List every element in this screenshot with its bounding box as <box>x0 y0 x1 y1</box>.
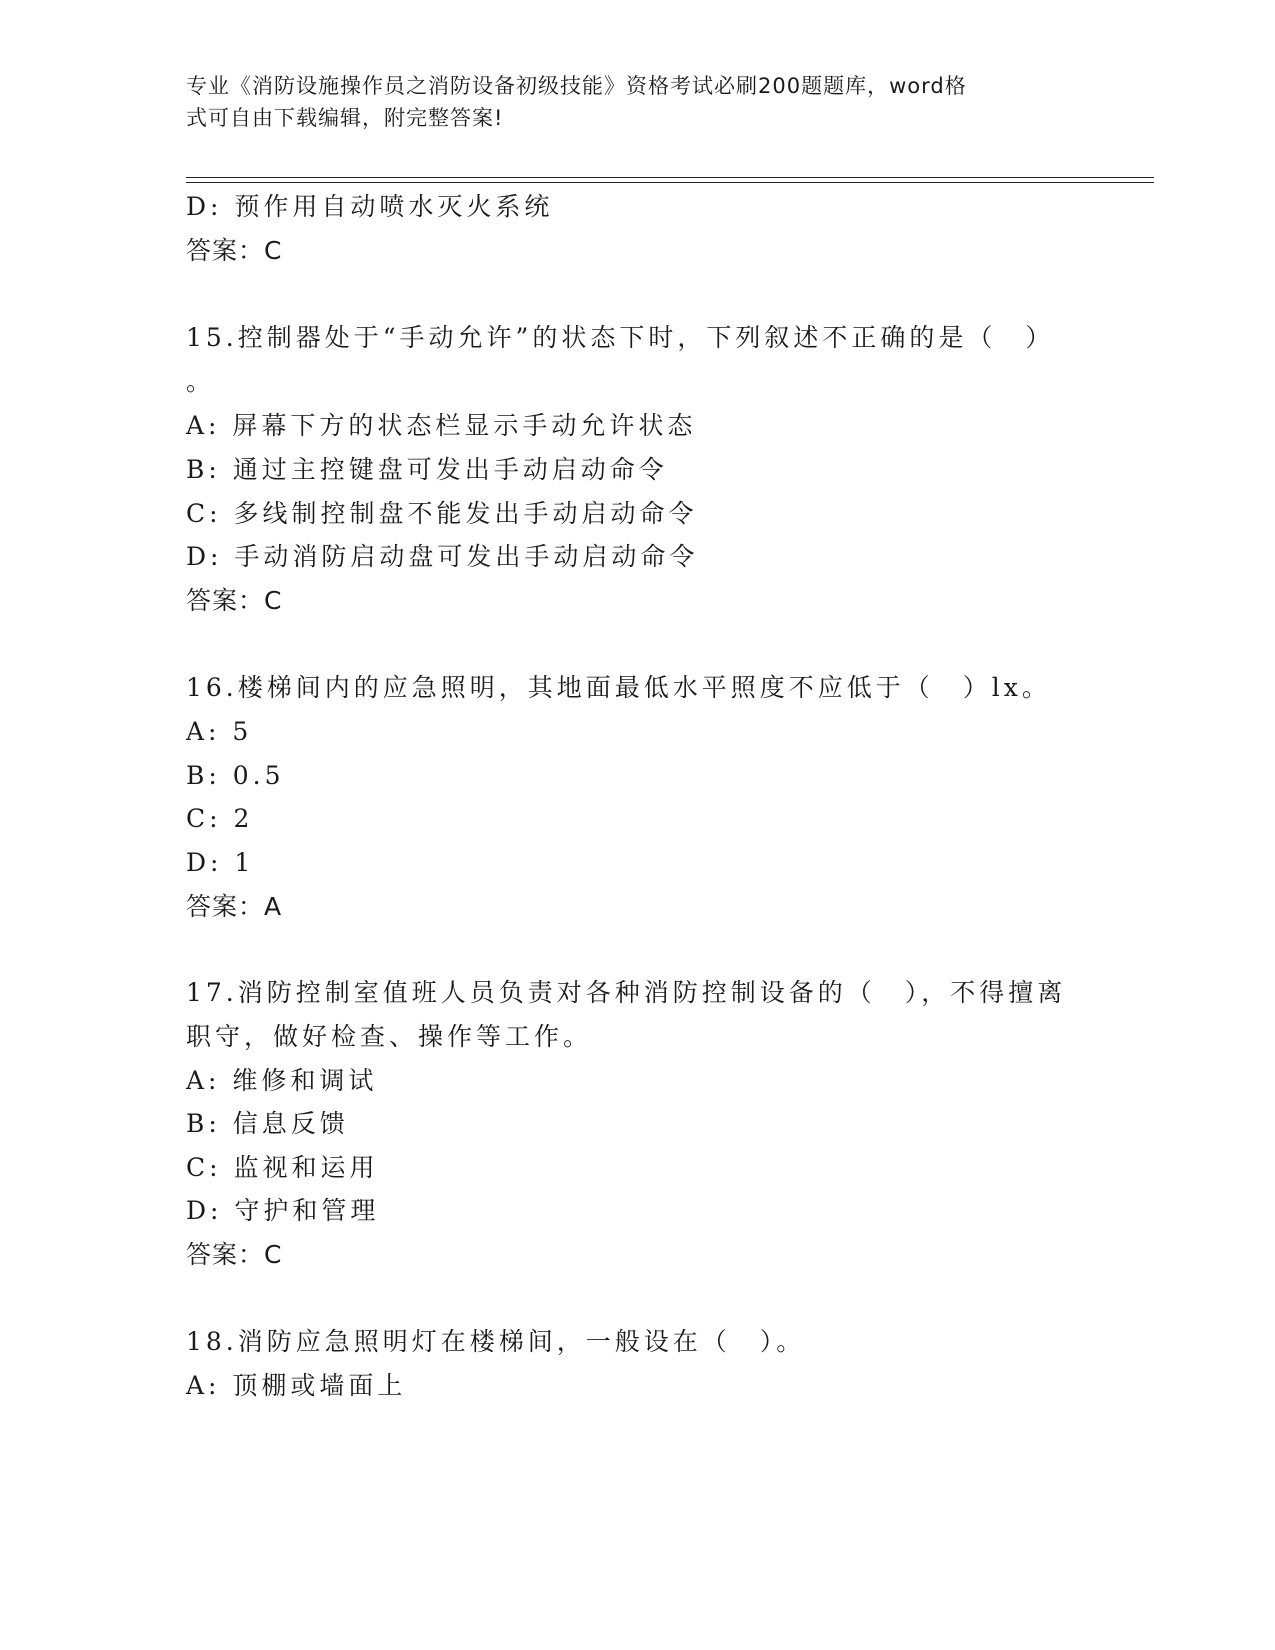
q17-question-line-1: 17.消防控制室值班人员负责对各种消防控制设备的（ ），不得擅离 <box>186 978 1067 1007</box>
document-header <box>186 70 1066 134</box>
q15-option-a: A: 屏幕下方的状态栏显示手动允许状态 <box>186 411 697 440</box>
q16-option-b: B: 0.5 <box>186 761 285 790</box>
prev-option-d: D: 预作用自动喷水灭火系统 <box>186 192 554 221</box>
q15-option-b: B: 通过主控键盘可发出手动启动命令 <box>186 455 668 484</box>
q16-answer: 答案：A <box>186 892 283 921</box>
q15-option-d: D: 手动消防启动盘可发出手动启动命令 <box>186 542 699 571</box>
q15-question-line-1: 15.控制器处于“手动允许”的状态下时，下列叙述不正确的是（ ） <box>186 323 1055 352</box>
q16-option-c: C: 2 <box>186 804 254 833</box>
q15-question-line-2: 。 <box>186 367 216 396</box>
q16-option-d: D: 1 <box>186 848 255 877</box>
q17-option-a: A: 维修和调试 <box>186 1066 378 1095</box>
q18-option-a: A: 顶棚或墙面上 <box>186 1371 407 1400</box>
prev-answer: 答案：C <box>186 236 283 265</box>
header-line-2: 式可自由下载编辑，附完整答案! <box>186 106 504 130</box>
q18-question-line-1: 18.消防应急照明灯在楼梯间，一般设在（ ）。 <box>186 1327 806 1356</box>
q17-option-b: B: 信息反馈 <box>186 1109 349 1138</box>
header-divider-bottom <box>186 182 1154 183</box>
q17-question-line-2: 职守，做好检查、操作等工作。 <box>186 1022 593 1051</box>
q16-option-a: A: 5 <box>186 717 253 746</box>
header-line-1: 专业《消防设施操作员之消防设备初级技能》资格考试必刷200题题库，word格 <box>186 74 967 98</box>
q17-option-d: D: 守护和管理 <box>186 1196 380 1225</box>
q15-answer: 答案：C <box>186 586 283 615</box>
header-divider-top <box>186 177 1154 178</box>
q15-option-c: C: 多线制控制盘不能发出手动启动命令 <box>186 499 698 528</box>
q17-option-c: C: 监视和运用 <box>186 1153 379 1182</box>
q16-question-line-1: 16.楼梯间内的应急照明，其地面最低水平照度不应低于（ ）lx。 <box>186 673 1051 702</box>
q17-answer: 答案：C <box>186 1240 283 1269</box>
